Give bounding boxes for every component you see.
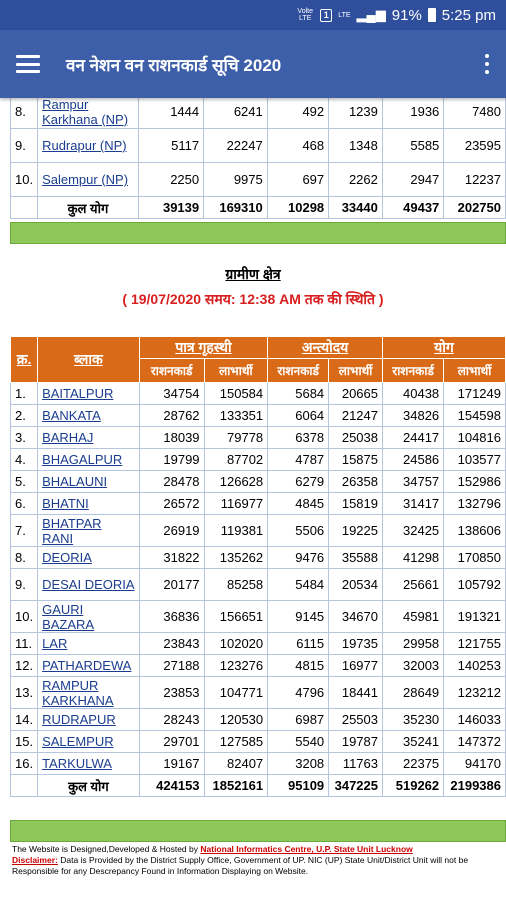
battery-percent: 91% <box>391 6 422 24</box>
value-cell: 34670 <box>329 601 383 633</box>
value-cell: 104771 <box>204 677 268 709</box>
value-cell: 26572 <box>139 493 204 515</box>
block-name-cell <box>38 449 140 471</box>
rural-status-date: ( 19/07/2020 समय: 12:38 AM तक की स्थिति ) <box>122 291 384 307</box>
block-name-cell <box>38 383 140 405</box>
total-value: 2199386 <box>444 775 506 797</box>
value-cell: 94170 <box>444 753 506 775</box>
value-cell: 147372 <box>444 731 506 753</box>
block-name-cell <box>38 731 140 753</box>
value-cell: 29701 <box>139 731 204 753</box>
value-cell: 27188 <box>139 655 204 677</box>
value-cell: 492 <box>267 98 328 129</box>
value-cell: 35241 <box>383 731 444 753</box>
sim-icon: 1 <box>320 9 332 22</box>
value-cell: 123212 <box>444 677 506 709</box>
value-cell: 31417 <box>383 493 444 515</box>
table-row <box>11 753 506 775</box>
value-cell: 19225 <box>329 515 383 547</box>
value-cell: 132796 <box>444 493 506 515</box>
block-link[interactable]: BHATNI <box>42 496 89 511</box>
sub-header: लाभार्थी <box>204 359 268 383</box>
rural-table <box>10 336 506 797</box>
value-cell: 34757 <box>383 471 444 493</box>
value-cell: 15875 <box>329 449 383 471</box>
value-cell: 11763 <box>329 753 383 775</box>
value-cell: 15819 <box>329 493 383 515</box>
row-number: 6. <box>11 493 38 515</box>
table-row <box>11 709 506 731</box>
value-cell: 18039 <box>139 427 204 449</box>
value-cell: 2262 <box>329 163 383 197</box>
nic-link[interactable]: National Informatics Centre, U.P. State Unit Lucknow <box>200 844 413 854</box>
value-cell: 468 <box>267 129 328 163</box>
value-cell: 191321 <box>444 601 506 633</box>
block-name-cell <box>38 163 139 197</box>
table-row <box>11 677 506 709</box>
value-cell: 16977 <box>329 655 383 677</box>
value-cell: 22247 <box>204 129 268 163</box>
total-value: 519262 <box>383 775 444 797</box>
sub-header: राशनकार्ड <box>268 359 329 383</box>
block-name-cell <box>38 655 140 677</box>
status-bar <box>0 0 506 30</box>
value-cell: 82407 <box>204 753 268 775</box>
value-cell: 9145 <box>268 601 329 633</box>
value-cell: 6279 <box>268 471 329 493</box>
value-cell: 40438 <box>383 383 444 405</box>
table-row <box>11 569 506 601</box>
row-number: 10. <box>11 163 38 197</box>
block-link[interactable]: RAMPUR KARKHANA <box>42 677 114 708</box>
block-name-cell <box>38 709 140 731</box>
value-cell: 116977 <box>204 493 268 515</box>
value-cell: 19787 <box>329 731 383 753</box>
footer <box>12 844 502 877</box>
value-cell: 4796 <box>268 677 329 709</box>
col-header-antyodaya: अन्त्योदय <box>268 337 383 359</box>
block-name-cell <box>38 515 140 547</box>
clock: 5:25 pm <box>441 6 496 24</box>
sub-header: लाभार्थी <box>329 359 383 383</box>
value-cell: 25503 <box>329 709 383 731</box>
block-name-cell <box>38 493 140 515</box>
value-cell: 24586 <box>383 449 444 471</box>
value-cell: 6987 <box>268 709 329 731</box>
value-cell: 4845 <box>268 493 329 515</box>
row-number: 13. <box>11 677 38 709</box>
value-cell: 105792 <box>444 569 506 601</box>
value-cell: 34826 <box>383 405 444 427</box>
value-cell: 6378 <box>268 427 329 449</box>
value-cell: 4787 <box>268 449 329 471</box>
block-link[interactable]: BANKATA <box>42 408 101 423</box>
value-cell: 133351 <box>204 405 268 427</box>
total-value: 347225 <box>329 775 383 797</box>
table-row <box>11 471 506 493</box>
table-row <box>11 405 506 427</box>
value-cell: 135262 <box>204 547 268 569</box>
col-header-block: ब्लाक <box>38 337 140 383</box>
total-value: 39139 <box>138 197 203 219</box>
value-cell: 1936 <box>382 98 443 129</box>
value-cell: 25661 <box>383 569 444 601</box>
value-cell: 18441 <box>329 677 383 709</box>
block-link[interactable]: RUDRAPUR <box>42 712 116 727</box>
total-label: कुल योग <box>38 775 140 797</box>
block-name-cell <box>38 547 140 569</box>
value-cell: 154598 <box>444 405 506 427</box>
app-bar <box>0 30 506 98</box>
table-row <box>11 449 506 471</box>
battery-icon <box>428 8 436 22</box>
total-row <box>11 775 506 797</box>
block-name-cell <box>38 427 140 449</box>
value-cell: 152986 <box>444 471 506 493</box>
value-cell: 9476 <box>268 547 329 569</box>
value-cell: 150584 <box>204 383 268 405</box>
value-cell: 25038 <box>329 427 383 449</box>
value-cell: 2250 <box>138 163 203 197</box>
value-cell: 1444 <box>138 98 203 129</box>
total-value: 49437 <box>382 197 443 219</box>
value-cell: 140253 <box>444 655 506 677</box>
table-row <box>11 98 506 129</box>
value-cell: 19735 <box>329 633 383 655</box>
value-cell: 5117 <box>138 129 203 163</box>
urban-table <box>10 98 506 219</box>
web-content[interactable] <box>0 98 506 900</box>
value-cell: 119381 <box>204 515 268 547</box>
value-cell: 123276 <box>204 655 268 677</box>
blank-cell <box>11 775 38 797</box>
block-link[interactable]: BARHAJ <box>42 430 94 445</box>
footer-credit: The Website is Designed,Developed & Hosted by <box>12 844 198 854</box>
value-cell: 28243 <box>139 709 204 731</box>
value-cell: 45981 <box>383 601 444 633</box>
block-name-cell <box>38 129 139 163</box>
value-cell: 6241 <box>204 98 268 129</box>
table-row <box>11 633 506 655</box>
table-row <box>11 163 506 197</box>
value-cell: 24417 <box>383 427 444 449</box>
block-link[interactable]: DESAI DEORIA <box>42 577 135 592</box>
block-link[interactable]: PATHARDEWA <box>42 658 132 673</box>
value-cell: 9975 <box>204 163 268 197</box>
total-row <box>11 197 506 219</box>
block-link[interactable]: BHAGALPUR <box>42 452 123 467</box>
value-cell: 19799 <box>139 449 204 471</box>
block-link[interactable]: Rampur Karkhana (NP) <box>42 98 129 127</box>
value-cell: 12237 <box>444 163 506 197</box>
value-cell: 21247 <box>329 405 383 427</box>
sub-header: लाभार्थी <box>444 359 506 383</box>
value-cell: 5684 <box>268 383 329 405</box>
row-number: 3. <box>11 427 38 449</box>
block-name-cell <box>38 405 140 427</box>
section-divider <box>10 222 506 244</box>
value-cell: 6115 <box>268 633 329 655</box>
value-cell: 126628 <box>204 471 268 493</box>
value-cell: 138606 <box>444 515 506 547</box>
table-row <box>11 547 506 569</box>
row-number: 16. <box>11 753 38 775</box>
block-link[interactable]: LAR <box>42 636 68 651</box>
total-label: कुल योग <box>38 197 139 219</box>
value-cell: 171249 <box>444 383 506 405</box>
value-cell: 20665 <box>329 383 383 405</box>
total-value: 202750 <box>444 197 506 219</box>
block-link[interactable]: TARKULWA <box>42 756 112 771</box>
table-row <box>11 515 506 547</box>
block-name-cell <box>38 471 140 493</box>
row-number: 5. <box>11 471 38 493</box>
row-number: 9. <box>11 129 38 163</box>
rural-section-title: ग्रामीण क्षेत्र <box>225 266 281 282</box>
value-cell: 29958 <box>383 633 444 655</box>
value-cell: 1239 <box>329 98 383 129</box>
row-number: 7. <box>11 515 38 547</box>
block-link[interactable]: SALEMPUR <box>42 734 114 749</box>
block-name-cell <box>38 98 139 129</box>
value-cell: 6064 <box>268 405 329 427</box>
block-link[interactable]: GAURI BAZARA <box>42 601 95 632</box>
value-cell: 85258 <box>204 569 268 601</box>
table-row <box>11 493 506 515</box>
section-divider-bottom <box>10 820 506 842</box>
value-cell: 3208 <box>268 753 329 775</box>
block-name-cell <box>38 753 140 775</box>
value-cell: 121755 <box>444 633 506 655</box>
block-link[interactable]: DEORIA <box>42 550 92 565</box>
row-number: 10. <box>11 601 38 633</box>
total-value: 95109 <box>268 775 329 797</box>
block-name-cell <box>38 569 140 601</box>
value-cell: 32003 <box>383 655 444 677</box>
value-cell: 87702 <box>204 449 268 471</box>
block-name-cell <box>38 601 140 633</box>
value-cell: 5506 <box>268 515 329 547</box>
total-value: 1852161 <box>204 775 268 797</box>
row-number: 1. <box>11 383 38 405</box>
col-header-total: योग <box>383 337 506 359</box>
row-number: 4. <box>11 449 38 471</box>
value-cell: 28762 <box>139 405 204 427</box>
table-row <box>11 601 506 633</box>
value-cell: 35588 <box>329 547 383 569</box>
row-number: 8. <box>11 547 38 569</box>
block-link[interactable]: BHALAUNI <box>42 474 108 489</box>
value-cell: 156651 <box>204 601 268 633</box>
value-cell: 34754 <box>139 383 204 405</box>
table-row <box>11 427 506 449</box>
row-number: 2. <box>11 405 38 427</box>
table-row <box>11 731 506 753</box>
sub-header: राशनकार्ड <box>383 359 444 383</box>
value-cell: 28649 <box>383 677 444 709</box>
value-cell: 170850 <box>444 547 506 569</box>
value-cell: 26919 <box>139 515 204 547</box>
value-cell: 5585 <box>382 129 443 163</box>
value-cell: 41298 <box>383 547 444 569</box>
total-value: 10298 <box>267 197 328 219</box>
overflow-menu-icon[interactable] <box>484 54 490 74</box>
value-cell: 23595 <box>444 129 506 163</box>
value-cell: 22375 <box>383 753 444 775</box>
sub-header: राशनकार्ड <box>139 359 204 383</box>
signal-icon: ▂▄▆ <box>356 7 386 22</box>
block-link[interactable]: BHATPAR RANI <box>42 515 102 546</box>
col-header-eligible-household: पात्र गृहस्थी <box>139 337 267 359</box>
row-number: 14. <box>11 709 38 731</box>
block-link[interactable]: Rudrapur (NP) <box>42 138 127 153</box>
value-cell: 79778 <box>204 427 268 449</box>
value-cell: 23843 <box>139 633 204 655</box>
volte-indicator: Volte LTE <box>297 8 313 22</box>
disclaimer-text: Data is Provided by the District Supply Office, Government of UP. NIC (UP) State Unit/District Unit will not be Responsible for any Descrepancy Found in Information Displaying on Website. <box>12 855 469 876</box>
value-cell: 4815 <box>268 655 329 677</box>
block-name-cell <box>38 633 140 655</box>
value-cell: 19167 <box>139 753 204 775</box>
value-cell: 23853 <box>139 677 204 709</box>
value-cell: 104816 <box>444 427 506 449</box>
row-number: 9. <box>11 569 38 601</box>
page-title: वन नेशन वन राशनकार्ड सूचि 2020 <box>66 55 282 75</box>
blank-cell <box>11 197 38 219</box>
value-cell: 2947 <box>382 163 443 197</box>
total-value: 169310 <box>204 197 268 219</box>
row-number: 12. <box>11 655 38 677</box>
total-value: 424153 <box>139 775 204 797</box>
col-header-sn: क्र. <box>11 337 38 383</box>
value-cell: 28478 <box>139 471 204 493</box>
value-cell: 36836 <box>139 601 204 633</box>
disclaimer-label: Disclaimer: <box>12 855 58 865</box>
value-cell: 103577 <box>444 449 506 471</box>
lte-indicator: LTE <box>338 11 351 19</box>
value-cell: 35230 <box>383 709 444 731</box>
table-row <box>11 655 506 677</box>
value-cell: 697 <box>267 163 328 197</box>
value-cell: 31822 <box>139 547 204 569</box>
table-row <box>11 383 506 405</box>
value-cell: 20177 <box>139 569 204 601</box>
value-cell: 127585 <box>204 731 268 753</box>
block-link[interactable]: Salempur (NP) <box>42 172 129 187</box>
row-number: 11. <box>11 633 38 655</box>
value-cell: 102020 <box>204 633 268 655</box>
value-cell: 20534 <box>329 569 383 601</box>
value-cell: 120530 <box>204 709 268 731</box>
value-cell: 5484 <box>268 569 329 601</box>
block-name-cell <box>38 677 140 709</box>
block-link[interactable]: BAITALPUR <box>42 386 114 401</box>
row-number: 15. <box>11 731 38 753</box>
total-value: 33440 <box>329 197 383 219</box>
value-cell: 7480 <box>444 98 506 129</box>
value-cell: 32425 <box>383 515 444 547</box>
value-cell: 26358 <box>329 471 383 493</box>
value-cell: 5540 <box>268 731 329 753</box>
row-number: 8. <box>11 98 38 129</box>
value-cell: 146033 <box>444 709 506 731</box>
table-row <box>11 129 506 163</box>
hamburger-menu-icon[interactable] <box>16 55 40 73</box>
value-cell: 1348 <box>329 129 383 163</box>
